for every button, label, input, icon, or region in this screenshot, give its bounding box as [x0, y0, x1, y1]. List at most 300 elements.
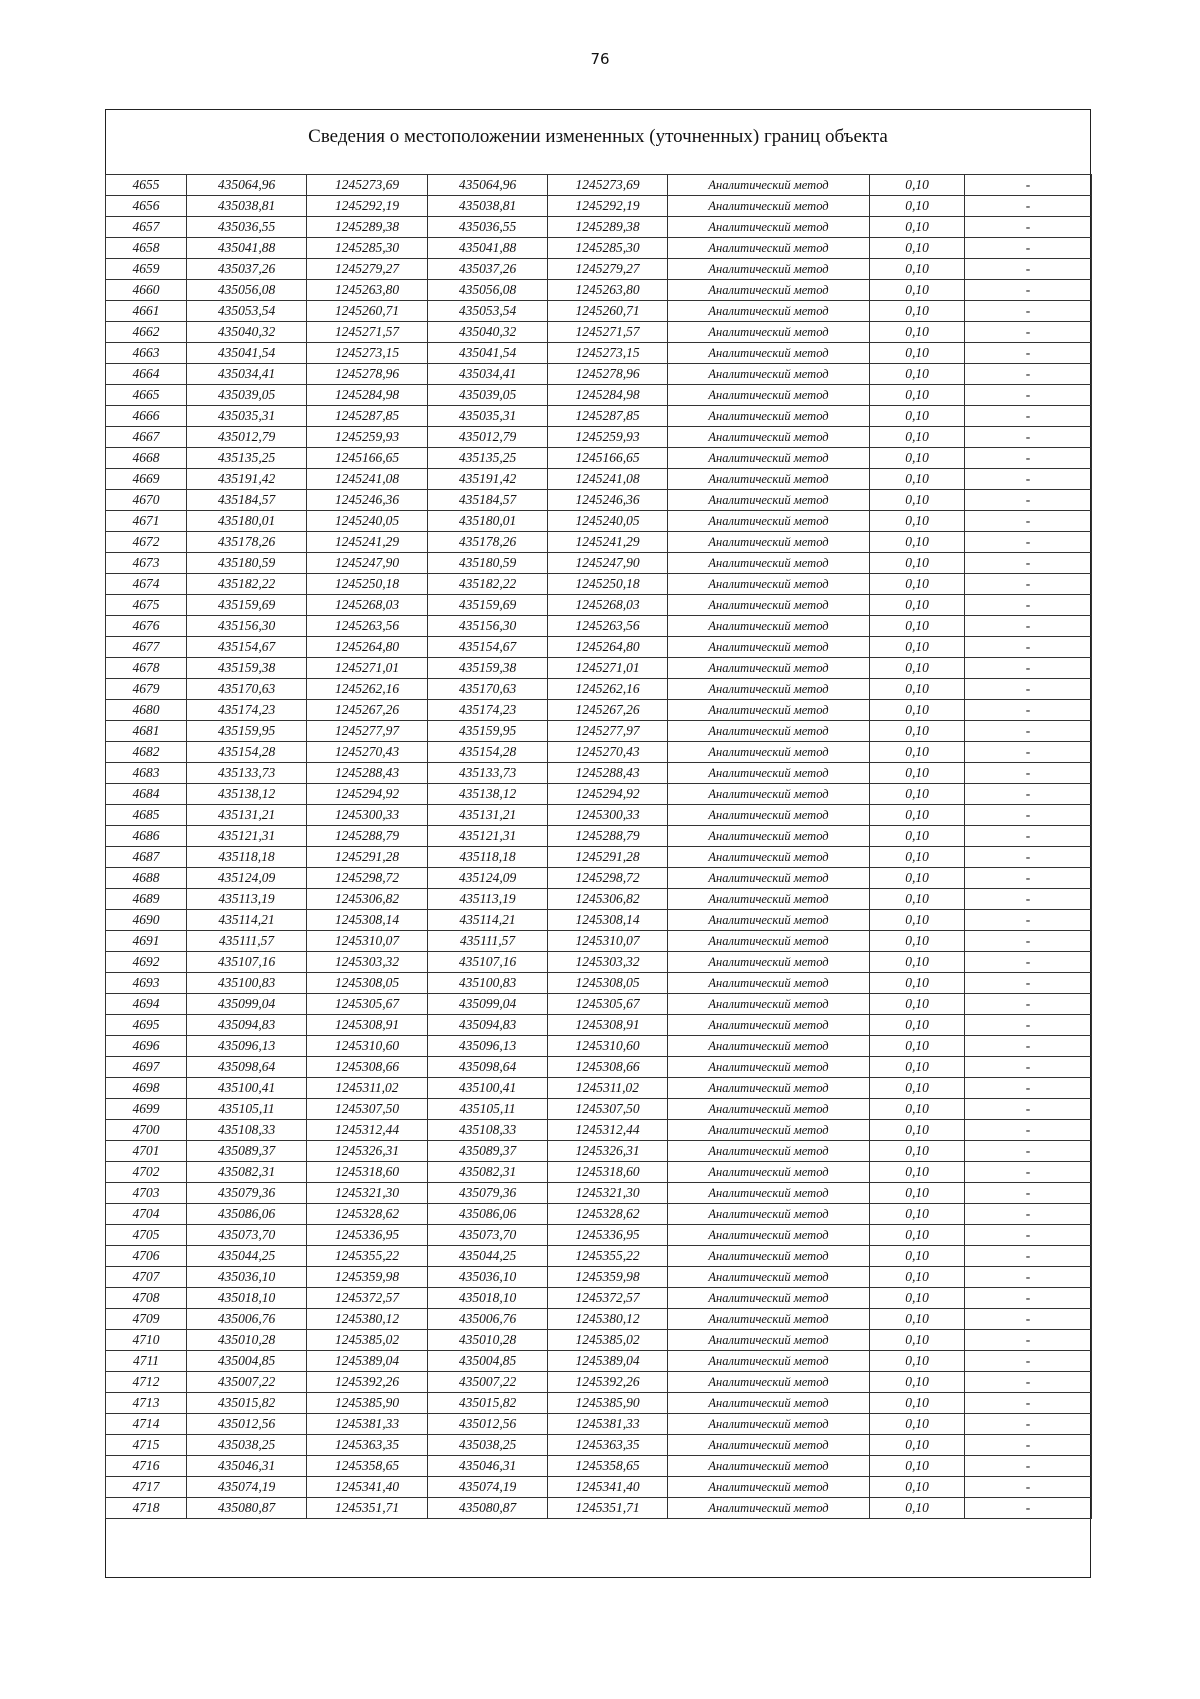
cell-method: Аналитический метод — [668, 1204, 870, 1225]
cell-y-new: 1245288,79 — [548, 826, 668, 847]
cell-y-existing: 1245270,43 — [307, 742, 428, 763]
cell-y-existing: 1245359,98 — [307, 1267, 428, 1288]
cell-method: Аналитический метод — [668, 1036, 870, 1057]
cell-y-existing: 1245381,33 — [307, 1414, 428, 1435]
table-row — [106, 532, 1092, 553]
cell-y-new: 1245306,82 — [548, 889, 668, 910]
cell-accuracy: 0,10 — [870, 322, 965, 343]
table-row — [106, 175, 1092, 196]
cell-x-existing: 435178,26 — [187, 532, 307, 553]
cell-description: - — [965, 931, 1092, 952]
cell-method: Аналитический метод — [668, 406, 870, 427]
cell-x-new: 435012,56 — [428, 1414, 548, 1435]
cell-description: - — [965, 847, 1092, 868]
cell-method: Аналитический метод — [668, 1435, 870, 1456]
cell-y-existing: 1245240,05 — [307, 511, 428, 532]
cell-x-existing: 435064,96 — [187, 175, 307, 196]
cell-method: Аналитический метод — [668, 280, 870, 301]
cell-description: - — [965, 826, 1092, 847]
cell-point-number: 4718 — [106, 1498, 187, 1519]
cell-y-new: 1245291,28 — [548, 847, 668, 868]
table-row — [106, 448, 1092, 469]
boundary-table-frame — [105, 109, 1091, 1578]
cell-method: Аналитический метод — [668, 1078, 870, 1099]
cell-x-new: 435178,26 — [428, 532, 548, 553]
cell-accuracy: 0,10 — [870, 826, 965, 847]
cell-x-new: 435006,76 — [428, 1309, 548, 1330]
cell-x-new: 435064,96 — [428, 175, 548, 196]
cell-description: - — [965, 658, 1092, 679]
cell-y-new: 1245385,90 — [548, 1393, 668, 1414]
cell-point-number: 4670 — [106, 490, 187, 511]
cell-accuracy: 0,10 — [870, 1162, 965, 1183]
cell-description: - — [965, 721, 1092, 742]
cell-y-existing: 1245263,56 — [307, 616, 428, 637]
cell-x-new: 435107,16 — [428, 952, 548, 973]
cell-x-new: 435114,21 — [428, 910, 548, 931]
cell-x-new: 435124,09 — [428, 868, 548, 889]
cell-x-existing: 435041,88 — [187, 238, 307, 259]
cell-method: Аналитический метод — [668, 1246, 870, 1267]
cell-method: Аналитический метод — [668, 784, 870, 805]
table-row — [106, 658, 1092, 679]
cell-accuracy: 0,10 — [870, 595, 965, 616]
cell-y-existing: 1245241,08 — [307, 469, 428, 490]
cell-x-new: 435098,64 — [428, 1057, 548, 1078]
cell-y-existing: 1245267,26 — [307, 700, 428, 721]
cell-point-number: 4682 — [106, 742, 187, 763]
cell-point-number: 4713 — [106, 1393, 187, 1414]
cell-x-new: 435074,19 — [428, 1477, 548, 1498]
cell-y-new: 1245270,43 — [548, 742, 668, 763]
cell-point-number: 4702 — [106, 1162, 187, 1183]
cell-description: - — [965, 175, 1092, 196]
cell-method: Аналитический метод — [668, 1141, 870, 1162]
cell-description: - — [965, 196, 1092, 217]
cell-x-new: 435039,05 — [428, 385, 548, 406]
cell-y-existing: 1245285,30 — [307, 238, 428, 259]
cell-method: Аналитический метод — [668, 679, 870, 700]
cell-y-existing: 1245308,91 — [307, 1015, 428, 1036]
table-row — [106, 763, 1092, 784]
cell-x-new: 435180,01 — [428, 511, 548, 532]
cell-y-existing: 1245355,22 — [307, 1246, 428, 1267]
cell-x-new: 435100,83 — [428, 973, 548, 994]
cell-description: - — [965, 469, 1092, 490]
cell-description: - — [965, 1309, 1092, 1330]
cell-point-number: 4694 — [106, 994, 187, 1015]
cell-method: Аналитический метод — [668, 847, 870, 868]
cell-y-existing: 1245385,02 — [307, 1330, 428, 1351]
cell-y-new: 1245321,30 — [548, 1183, 668, 1204]
table-row — [106, 1372, 1092, 1393]
table-row — [106, 196, 1092, 217]
cell-x-new: 435113,19 — [428, 889, 548, 910]
cell-accuracy: 0,10 — [870, 637, 965, 658]
cell-x-new: 435034,41 — [428, 364, 548, 385]
cell-point-number: 4714 — [106, 1414, 187, 1435]
table-row — [106, 1183, 1092, 1204]
cell-y-existing: 1245310,60 — [307, 1036, 428, 1057]
cell-accuracy: 0,10 — [870, 1435, 965, 1456]
table-row — [106, 1456, 1092, 1477]
cell-method: Аналитический метод — [668, 973, 870, 994]
cell-description: - — [965, 1498, 1092, 1519]
cell-y-new: 1245240,05 — [548, 511, 668, 532]
cell-description: - — [965, 973, 1092, 994]
cell-description: - — [965, 1057, 1092, 1078]
cell-description: - — [965, 994, 1092, 1015]
cell-y-new: 1245311,02 — [548, 1078, 668, 1099]
cell-x-new: 435154,28 — [428, 742, 548, 763]
cell-x-existing: 435034,41 — [187, 364, 307, 385]
cell-x-new: 435041,88 — [428, 238, 548, 259]
cell-description: - — [965, 1246, 1092, 1267]
cell-point-number: 4712 — [106, 1372, 187, 1393]
cell-x-new: 435010,28 — [428, 1330, 548, 1351]
cell-point-number: 4685 — [106, 805, 187, 826]
cell-point-number: 4715 — [106, 1435, 187, 1456]
cell-description: - — [965, 1435, 1092, 1456]
table-row — [106, 1162, 1092, 1183]
cell-method: Аналитический метод — [668, 490, 870, 511]
cell-method: Аналитический метод — [668, 637, 870, 658]
cell-y-existing: 1245341,40 — [307, 1477, 428, 1498]
cell-y-existing: 1245307,50 — [307, 1099, 428, 1120]
cell-x-existing: 435082,31 — [187, 1162, 307, 1183]
cell-y-new: 1245310,07 — [548, 931, 668, 952]
cell-accuracy: 0,10 — [870, 679, 965, 700]
cell-point-number: 4703 — [106, 1183, 187, 1204]
cell-y-new: 1245318,60 — [548, 1162, 668, 1183]
cell-x-new: 435082,31 — [428, 1162, 548, 1183]
cell-y-new: 1245303,32 — [548, 952, 668, 973]
cell-y-existing: 1245326,31 — [307, 1141, 428, 1162]
cell-point-number: 4710 — [106, 1330, 187, 1351]
cell-accuracy: 0,10 — [870, 574, 965, 595]
cell-y-new: 1245288,43 — [548, 763, 668, 784]
cell-point-number: 4704 — [106, 1204, 187, 1225]
cell-y-new: 1245358,65 — [548, 1456, 668, 1477]
cell-accuracy: 0,10 — [870, 973, 965, 994]
cell-description: - — [965, 553, 1092, 574]
cell-y-existing: 1245308,66 — [307, 1057, 428, 1078]
cell-description: - — [965, 1414, 1092, 1435]
cell-accuracy: 0,10 — [870, 385, 965, 406]
cell-point-number: 4655 — [106, 175, 187, 196]
cell-description: - — [965, 259, 1092, 280]
cell-method: Аналитический метод — [668, 301, 870, 322]
cell-x-new: 435154,67 — [428, 637, 548, 658]
cell-point-number: 4696 — [106, 1036, 187, 1057]
table-row — [106, 952, 1092, 973]
cell-y-new: 1245287,85 — [548, 406, 668, 427]
cell-y-existing: 1245277,97 — [307, 721, 428, 742]
table-row — [106, 301, 1092, 322]
cell-x-new: 435080,87 — [428, 1498, 548, 1519]
table-row — [106, 1498, 1092, 1519]
cell-x-existing: 435053,54 — [187, 301, 307, 322]
cell-point-number: 4661 — [106, 301, 187, 322]
cell-point-number: 4700 — [106, 1120, 187, 1141]
cell-y-existing: 1245287,85 — [307, 406, 428, 427]
cell-method: Аналитический метод — [668, 868, 870, 889]
table-row — [106, 343, 1092, 364]
cell-accuracy: 0,10 — [870, 1057, 965, 1078]
table-row — [106, 280, 1092, 301]
cell-x-new: 435036,10 — [428, 1267, 548, 1288]
cell-y-existing: 1245380,12 — [307, 1309, 428, 1330]
cell-method: Аналитический метод — [668, 217, 870, 238]
cell-accuracy: 0,10 — [870, 469, 965, 490]
table-row — [106, 910, 1092, 931]
cell-y-new: 1245308,14 — [548, 910, 668, 931]
table-row — [106, 742, 1092, 763]
cell-y-existing: 1245372,57 — [307, 1288, 428, 1309]
cell-x-existing: 435184,57 — [187, 490, 307, 511]
cell-method: Аналитический метод — [668, 427, 870, 448]
cell-accuracy: 0,10 — [870, 1477, 965, 1498]
cell-x-new: 435159,38 — [428, 658, 548, 679]
cell-x-existing: 435036,10 — [187, 1267, 307, 1288]
cell-x-existing: 435096,13 — [187, 1036, 307, 1057]
cell-point-number: 4684 — [106, 784, 187, 805]
cell-description: - — [965, 1015, 1092, 1036]
cell-description: - — [965, 1351, 1092, 1372]
cell-y-new: 1245278,96 — [548, 364, 668, 385]
cell-y-existing: 1245271,01 — [307, 658, 428, 679]
cell-method: Аналитический метод — [668, 1456, 870, 1477]
cell-x-new: 435018,10 — [428, 1288, 548, 1309]
cell-description: - — [965, 574, 1092, 595]
cell-accuracy: 0,10 — [870, 658, 965, 679]
cell-point-number: 4666 — [106, 406, 187, 427]
table-row — [106, 1078, 1092, 1099]
table-row — [106, 973, 1092, 994]
cell-method: Аналитический метод — [668, 1498, 870, 1519]
cell-description: - — [965, 700, 1092, 721]
table-row — [106, 1057, 1092, 1078]
cell-accuracy: 0,10 — [870, 175, 965, 196]
cell-accuracy: 0,10 — [870, 700, 965, 721]
cell-description: - — [965, 805, 1092, 826]
cell-x-new: 435135,25 — [428, 448, 548, 469]
cell-point-number: 4689 — [106, 889, 187, 910]
cell-y-existing: 1245273,69 — [307, 175, 428, 196]
cell-y-new: 1245341,40 — [548, 1477, 668, 1498]
cell-x-new: 435044,25 — [428, 1246, 548, 1267]
cell-y-new: 1245305,67 — [548, 994, 668, 1015]
cell-description: - — [965, 595, 1092, 616]
cell-y-new: 1245271,57 — [548, 322, 668, 343]
cell-x-new: 435086,06 — [428, 1204, 548, 1225]
cell-x-existing: 435004,85 — [187, 1351, 307, 1372]
table-row — [106, 889, 1092, 910]
cell-x-new: 435056,08 — [428, 280, 548, 301]
cell-x-existing: 435018,10 — [187, 1288, 307, 1309]
cell-description: - — [965, 217, 1092, 238]
cell-x-new: 435079,36 — [428, 1183, 548, 1204]
cell-y-new: 1245308,91 — [548, 1015, 668, 1036]
cell-point-number: 4665 — [106, 385, 187, 406]
cell-y-existing: 1245246,36 — [307, 490, 428, 511]
cell-accuracy: 0,10 — [870, 1015, 965, 1036]
cell-description: - — [965, 1204, 1092, 1225]
cell-x-existing: 435113,19 — [187, 889, 307, 910]
cell-x-new: 435159,69 — [428, 595, 548, 616]
cell-method: Аналитический метод — [668, 574, 870, 595]
cell-x-new: 435053,54 — [428, 301, 548, 322]
cell-x-new: 435108,33 — [428, 1120, 548, 1141]
cell-method: Аналитический метод — [668, 448, 870, 469]
table-row — [106, 406, 1092, 427]
cell-y-existing: 1245271,57 — [307, 322, 428, 343]
cell-y-new: 1245310,60 — [548, 1036, 668, 1057]
cell-point-number: 4717 — [106, 1477, 187, 1498]
cell-y-new: 1245326,31 — [548, 1141, 668, 1162]
cell-accuracy: 0,10 — [870, 1141, 965, 1162]
cell-y-existing: 1245389,04 — [307, 1351, 428, 1372]
cell-y-new: 1245273,15 — [548, 343, 668, 364]
cell-method: Аналитический метод — [668, 1267, 870, 1288]
cell-y-new: 1245263,56 — [548, 616, 668, 637]
cell-accuracy: 0,10 — [870, 994, 965, 1015]
table-row — [106, 1330, 1092, 1351]
cell-y-existing: 1245305,67 — [307, 994, 428, 1015]
table-row — [106, 1393, 1092, 1414]
cell-point-number: 4669 — [106, 469, 187, 490]
cell-x-existing: 435170,63 — [187, 679, 307, 700]
cell-method: Аналитический метод — [668, 238, 870, 259]
cell-y-new: 1245336,95 — [548, 1225, 668, 1246]
cell-accuracy: 0,10 — [870, 301, 965, 322]
cell-x-existing: 435098,64 — [187, 1057, 307, 1078]
cell-x-new: 435040,32 — [428, 322, 548, 343]
cell-x-existing: 435010,28 — [187, 1330, 307, 1351]
cell-method: Аналитический метод — [668, 364, 870, 385]
cell-method: Аналитический метод — [668, 1477, 870, 1498]
cell-x-existing: 435079,36 — [187, 1183, 307, 1204]
cell-y-new: 1245279,27 — [548, 259, 668, 280]
cell-accuracy: 0,10 — [870, 931, 965, 952]
cell-accuracy: 0,10 — [870, 406, 965, 427]
cell-x-new: 435121,31 — [428, 826, 548, 847]
cell-description: - — [965, 616, 1092, 637]
cell-method: Аналитический метод — [668, 826, 870, 847]
cell-x-existing: 435138,12 — [187, 784, 307, 805]
cell-y-existing: 1245284,98 — [307, 385, 428, 406]
cell-y-new: 1245294,92 — [548, 784, 668, 805]
cell-description: - — [965, 322, 1092, 343]
cell-y-new: 1245241,29 — [548, 532, 668, 553]
cell-description: - — [965, 1393, 1092, 1414]
cell-x-existing: 435191,42 — [187, 469, 307, 490]
cell-x-new: 435131,21 — [428, 805, 548, 826]
cell-accuracy: 0,10 — [870, 196, 965, 217]
cell-x-new: 435180,59 — [428, 553, 548, 574]
cell-point-number: 4683 — [106, 763, 187, 784]
cell-x-existing: 435100,83 — [187, 973, 307, 994]
cell-y-existing: 1245289,38 — [307, 217, 428, 238]
cell-x-existing: 435094,83 — [187, 1015, 307, 1036]
cell-y-existing: 1245263,80 — [307, 280, 428, 301]
cell-x-new: 435004,85 — [428, 1351, 548, 1372]
table-row — [106, 868, 1092, 889]
cell-y-new: 1245381,33 — [548, 1414, 668, 1435]
cell-description: - — [965, 1225, 1092, 1246]
cell-x-existing: 435105,11 — [187, 1099, 307, 1120]
cell-x-existing: 435180,01 — [187, 511, 307, 532]
cell-accuracy: 0,10 — [870, 868, 965, 889]
cell-y-existing: 1245278,96 — [307, 364, 428, 385]
table-row — [106, 679, 1092, 700]
cell-x-new: 435037,26 — [428, 259, 548, 280]
cell-y-new: 1245241,08 — [548, 469, 668, 490]
cell-x-existing: 435118,18 — [187, 847, 307, 868]
cell-point-number: 4660 — [106, 280, 187, 301]
cell-point-number: 4664 — [106, 364, 187, 385]
cell-accuracy: 0,10 — [870, 805, 965, 826]
cell-method: Аналитический метод — [668, 805, 870, 826]
table-row — [106, 1015, 1092, 1036]
cell-x-existing: 435174,23 — [187, 700, 307, 721]
cell-x-new: 435096,13 — [428, 1036, 548, 1057]
cell-accuracy: 0,10 — [870, 511, 965, 532]
cell-y-new: 1245351,71 — [548, 1498, 668, 1519]
cell-x-existing: 435100,41 — [187, 1078, 307, 1099]
cell-point-number: 4695 — [106, 1015, 187, 1036]
cell-x-existing: 435089,37 — [187, 1141, 307, 1162]
table-row — [106, 259, 1092, 280]
cell-description: - — [965, 1099, 1092, 1120]
cell-x-existing: 435044,25 — [187, 1246, 307, 1267]
cell-x-existing: 435035,31 — [187, 406, 307, 427]
table-row — [106, 1267, 1092, 1288]
table-row — [106, 805, 1092, 826]
cell-y-new: 1245300,33 — [548, 805, 668, 826]
cell-accuracy: 0,10 — [870, 1036, 965, 1057]
cell-point-number: 4687 — [106, 847, 187, 868]
table-row — [106, 616, 1092, 637]
cell-y-new: 1245312,44 — [548, 1120, 668, 1141]
cell-y-existing: 1245300,33 — [307, 805, 428, 826]
cell-method: Аналитический метод — [668, 1414, 870, 1435]
cell-method: Аналитический метод — [668, 910, 870, 931]
cell-method: Аналитический метод — [668, 1309, 870, 1330]
cell-method: Аналитический метод — [668, 175, 870, 196]
cell-x-existing: 435159,69 — [187, 595, 307, 616]
cell-description: - — [965, 952, 1092, 973]
cell-x-existing: 435006,76 — [187, 1309, 307, 1330]
cell-x-new: 435159,95 — [428, 721, 548, 742]
cell-description: - — [965, 1162, 1092, 1183]
cell-method: Аналитический метод — [668, 385, 870, 406]
cell-y-new: 1245273,69 — [548, 175, 668, 196]
cell-point-number: 4701 — [106, 1141, 187, 1162]
cell-y-existing: 1245358,65 — [307, 1456, 428, 1477]
cell-accuracy: 0,10 — [870, 532, 965, 553]
cell-description: - — [965, 406, 1092, 427]
cell-point-number: 4677 — [106, 637, 187, 658]
cell-y-existing: 1245292,19 — [307, 196, 428, 217]
cell-x-new: 435111,57 — [428, 931, 548, 952]
cell-method: Аналитический метод — [668, 1372, 870, 1393]
cell-y-existing: 1245312,44 — [307, 1120, 428, 1141]
cell-point-number: 4679 — [106, 679, 187, 700]
cell-y-existing: 1245318,60 — [307, 1162, 428, 1183]
cell-accuracy: 0,10 — [870, 616, 965, 637]
cell-point-number: 4707 — [106, 1267, 187, 1288]
